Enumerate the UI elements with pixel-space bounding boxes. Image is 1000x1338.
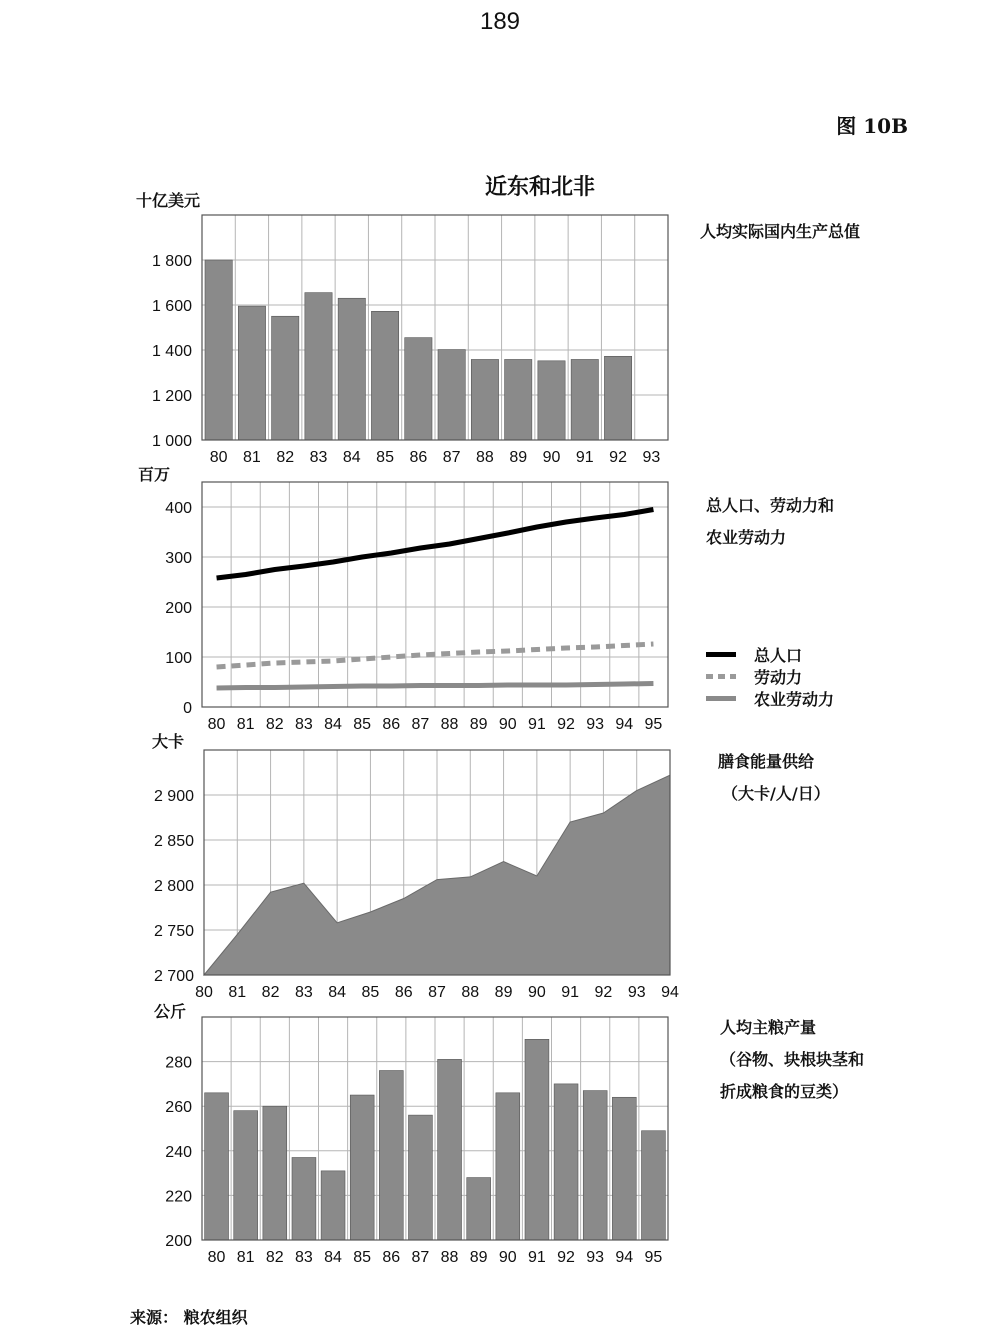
x-tick-label: 82 (265, 716, 284, 733)
chart3-side-line: （大卡/人/日） (722, 784, 830, 803)
y-tick-label: 1 400 (151, 343, 192, 360)
bar (571, 359, 598, 440)
y-tick-label: 0 (183, 700, 192, 717)
x-tick-label: 92 (609, 449, 627, 466)
x-tick-label: 94 (615, 716, 634, 733)
chart4-side-line: 人均主粮产量 (720, 1018, 817, 1037)
x-tick-label: 84 (342, 449, 361, 466)
y-tick-label: 1 200 (151, 388, 192, 405)
x-tick-label: 93 (586, 716, 605, 733)
bar (583, 1091, 607, 1240)
bar (408, 1115, 432, 1240)
x-tick-label: 92 (594, 984, 613, 1001)
bar (321, 1171, 345, 1240)
bar (471, 359, 498, 440)
bar (496, 1093, 520, 1240)
x-tick-label: 88 (440, 716, 459, 733)
x-tick-label: 90 (542, 449, 561, 466)
y-tick-label: 220 (165, 1188, 192, 1206)
x-tick-label: 83 (294, 984, 313, 1001)
bar (205, 260, 232, 440)
figure-id: 图 10B (836, 114, 908, 138)
population-labour-chart (165, 482, 668, 733)
bar (641, 1131, 665, 1240)
x-tick-label: 86 (382, 716, 401, 733)
x-tick-label: 85 (353, 716, 372, 733)
chart4-side-line: 折成粮食的豆类） (720, 1082, 849, 1101)
x-tick-label: 86 (409, 449, 428, 466)
x-tick-label: 89 (469, 1249, 488, 1266)
y-tick-label: 280 (165, 1054, 192, 1072)
x-tick-label: 91 (575, 449, 594, 466)
x-tick-label: 90 (498, 716, 517, 733)
y-tick-label: 240 (165, 1143, 192, 1161)
series-line-agricultural-labour (217, 684, 654, 689)
y-tick-label: 2 800 (153, 878, 194, 895)
figure-title: 近东和北非 (484, 175, 595, 200)
x-tick-label: 80 (207, 716, 226, 733)
x-tick-label: 92 (557, 716, 575, 733)
legend-label: 总人口 (754, 645, 803, 665)
x-tick-label: 86 (394, 984, 413, 1001)
dietary-energy-chart (154, 750, 679, 1001)
chart1-unit: 十亿美元 (136, 191, 201, 210)
x-tick-label: 87 (411, 716, 430, 733)
x-tick-label: 85 (353, 1249, 372, 1266)
x-tick-label: 93 (586, 1249, 605, 1266)
chart4-unit: 公斤 (154, 1002, 187, 1021)
y-tick-label: 260 (165, 1099, 192, 1117)
bar (205, 1093, 229, 1240)
y-tick-label: 2 700 (153, 968, 194, 985)
x-tick-label: 84 (324, 716, 342, 733)
x-tick-label: 88 (440, 1249, 459, 1266)
chart3-unit: 大卡 (152, 732, 185, 751)
x-tick-label: 88 (476, 449, 494, 466)
y-tick-label: 1 800 (151, 253, 192, 270)
x-tick-label: 81 (236, 716, 255, 733)
x-tick-label: 83 (309, 449, 328, 466)
x-tick-label: 81 (228, 984, 247, 1001)
x-tick-label: 80 (207, 1249, 226, 1266)
chart2-side-line: 总人口、劳动力和 (706, 496, 835, 515)
y-tick-label: 200 (165, 1233, 192, 1250)
x-tick-label: 87 (442, 449, 461, 466)
x-tick-label: 83 (295, 1249, 313, 1266)
x-tick-label: 84 (324, 1249, 342, 1266)
x-tick-label: 81 (236, 1249, 255, 1266)
x-tick-label: 82 (276, 449, 295, 466)
x-tick-label: 90 (527, 984, 546, 1001)
bar (350, 1095, 374, 1240)
chart4-side-line: （谷物、块根块茎和 (720, 1050, 865, 1069)
x-tick-label: 82 (265, 1249, 284, 1266)
bar (234, 1111, 258, 1240)
x-tick-label: 89 (494, 984, 513, 1001)
x-tick-label: 88 (461, 984, 480, 1001)
x-tick-label: 93 (627, 984, 646, 1001)
x-tick-label: 85 (361, 984, 380, 1001)
legend-label: 劳动力 (754, 667, 803, 687)
x-tick-label: 93 (642, 449, 661, 466)
x-tick-label: 87 (428, 984, 446, 1001)
x-tick-label: 87 (411, 1249, 430, 1266)
bar (438, 350, 465, 440)
x-tick-label: 92 (557, 1249, 575, 1266)
legend-label: 农业劳动力 (754, 689, 835, 709)
chart1-side-line: 人均实际国内生产总值 (700, 222, 861, 241)
chart3-side-line: 膳食能量供给 (718, 752, 815, 771)
bar (554, 1084, 578, 1240)
bar (305, 293, 332, 440)
x-tick-label: 91 (528, 716, 546, 733)
y-tick-label: 2 900 (153, 788, 194, 805)
y-tick-label: 2 750 (153, 923, 194, 940)
bar (505, 359, 532, 440)
x-tick-label: 80 (195, 984, 213, 1001)
y-tick-label: 100 (165, 650, 192, 667)
bar (338, 298, 365, 440)
x-tick-label: 89 (469, 716, 488, 733)
x-tick-label: 81 (243, 449, 261, 466)
bar (438, 1059, 462, 1240)
bar (371, 311, 398, 440)
y-tick-label: 1 000 (151, 433, 192, 450)
x-tick-label: 84 (328, 984, 347, 1001)
x-tick-label: 94 (615, 1249, 634, 1266)
x-tick-label: 83 (295, 716, 313, 733)
source-note: 来源： 粮农组织 (130, 1308, 248, 1327)
x-tick-label: 91 (528, 1249, 546, 1266)
bar (379, 1071, 403, 1240)
x-tick-label: 95 (644, 1249, 663, 1266)
staple-food-chart (165, 1017, 668, 1266)
bar (538, 361, 565, 440)
x-tick-label: 95 (644, 716, 663, 733)
bar (263, 1106, 287, 1240)
bar (612, 1097, 636, 1240)
bar (467, 1178, 491, 1240)
y-tick-label: 1 600 (151, 298, 192, 315)
y-tick-label: 400 (165, 500, 192, 517)
bar (272, 316, 299, 440)
bar (405, 338, 432, 440)
x-tick-label: 89 (509, 449, 528, 466)
x-tick-label: 85 (376, 449, 394, 466)
x-tick-label: 90 (498, 1249, 517, 1266)
x-tick-label: 94 (661, 984, 679, 1001)
chart2-unit: 百万 (138, 465, 171, 484)
bar (292, 1157, 316, 1240)
x-tick-label: 82 (261, 984, 280, 1001)
bar (525, 1039, 549, 1240)
bar (604, 356, 631, 440)
x-tick-label: 86 (382, 1249, 401, 1266)
bar (238, 306, 265, 440)
y-tick-label: 200 (165, 600, 192, 617)
x-tick-label: 80 (209, 449, 228, 466)
page-number: 189 (479, 8, 521, 35)
chart2-side-line: 农业劳动力 (706, 528, 787, 547)
y-tick-label: 300 (165, 550, 192, 567)
y-tick-label: 2 850 (153, 833, 194, 850)
gdp-per-capita-chart (152, 215, 668, 466)
x-tick-label: 91 (561, 984, 580, 1001)
